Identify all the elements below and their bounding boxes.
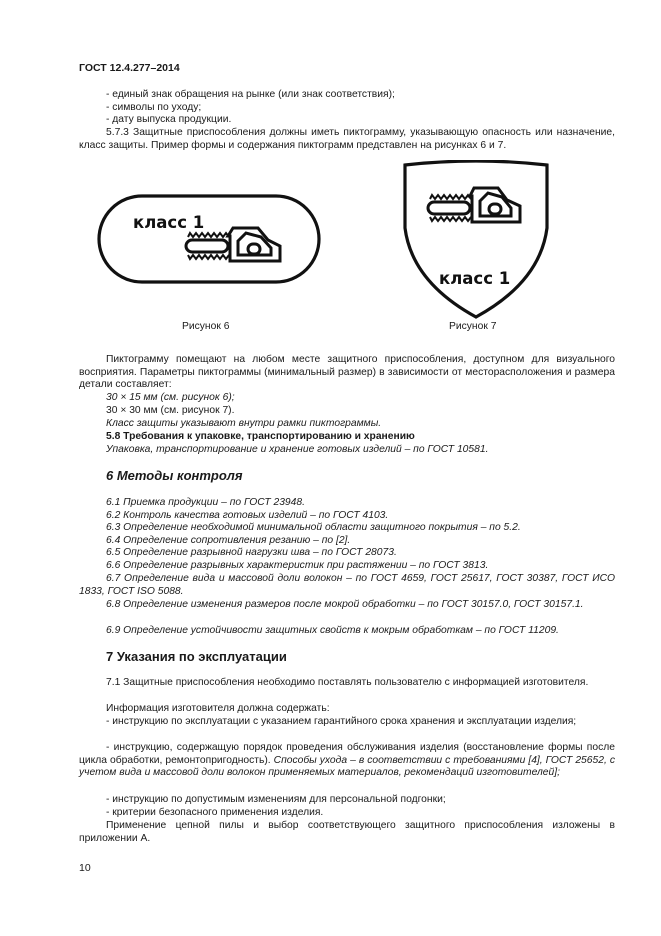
list-item: 6.6 Определение разрывных характеристик при растяжении – по ГОСТ 3813. [106,559,489,571]
info-item-1: - инструкцию по эксплуатации с указанием гарантийного срока хранения и эксплуатации изделия; [106,716,577,727]
chainsaw-icon [186,228,280,261]
clause-6-8: 6.8 Определение изменения размеров после мокрой обработки – по ГОСТ 30157.0, ГОСТ 30157.1. [106,599,584,610]
info-intro: Информация изготовителя должна содержать: [106,703,330,714]
list-item: - символы по уходу; [106,101,202,113]
document-header: ГОСТ 12.4.277–2014 [79,62,180,74]
top-list [106,89,615,127]
size-item-1: 30 × 15 мм (см. рисунок 6); [106,392,235,403]
list-item: 6.2 Контроль качества готовых изделий – по ГОСТ 4103. [106,509,389,521]
size-item-2: 30 × 30 мм (см. рисунок 7). [106,405,235,416]
section-5-8-text: Упаковка, транспортирование и хранение готовых изделий – по ГОСТ 10581. [106,444,489,455]
shield-frame [405,161,547,317]
class-label: класс 1 [439,269,511,288]
list-item: 6.1 Приемка продукции – по ГОСТ 23948. [106,497,305,508]
section-6-title: 6 Методы контроля [106,468,243,483]
section-5-8-title: 5.8 Требования к упаковке, транспортированию и хранению [106,431,415,442]
final-paragraph: Применение цепной пилы и выбор соответствующего защитного приспособления изложены в приложении А. [79,820,615,844]
clause-7-1: 7.1 Защитные приспособления необходимо поставлять пользователю с информацией изготовителя. [106,677,589,688]
chainsaw-icon [428,188,520,222]
clause-6-9: 6.9 Определение устойчивости защитных свойств к мокрым обработкам – по ГОСТ 11209. [106,625,559,636]
info-item-2: - инструкцию, содержащую порядок проведения обслуживания изделия (восстановление формы после цикла обработки, ремонтопригодность). Способы ухода – в соответствии с требованиями [4], ГОСТ 25652, с учетом вида и массовой доли волокон применяемых материалов, рекомендаций изготовителей]; [79,742,615,779]
pictogram-figure-7 [400,160,552,322]
class-label: класс 1 [133,213,205,232]
class-note: Класс защиты указывают внутри рамки пиктограммы. [106,418,382,429]
pictogram-paragraph: Пиктограмму помещают на любом месте защитного приспособления, доступном для визуального восприятия. Параметры пиктограммы (минимальный размер) в зависимости от месторасположения и размера детали составляет: [79,354,615,391]
list-item: 6.5 Определение разрывной нагрузки шва – по ГОСТ 28073. [106,547,397,559]
page-number: 10 [79,862,91,874]
clause-5-7-3: 5.7.3 Защитные приспособления должны иметь пиктограмму, указывающую опасность или назначение, класс защиты. Пример формы и содержания пиктограмм представлен на рисунках 6 и 7. [79,127,615,151]
info-item-4: - критерии безопасного применения изделия. [106,807,324,818]
figure-6-caption: Рисунок 6 [182,321,230,332]
list-item: 6.4 Определение сопротивления резанию – по [2]. [106,534,351,546]
section-6-list [106,497,615,573]
info-item-3: - инструкцию по допустимым изменениям для персональной подгонки; [106,794,446,805]
figure-7-caption: Рисунок 7 [449,321,497,332]
list-item: - единый знак обращения на рынке (или знак соответствия); [106,89,395,100]
list-item: - дату выпуска продукции. [106,114,232,126]
clause-6-7: 6.7 Определение вида и массовой доли волокон – по ГОСТ 4659, ГОСТ 25617, ГОСТ 30387, ГОСТ ИСО 1833, ГОСТ ISO 5088. [79,573,615,597]
section-7-title: 7 Указания по эксплуатации [106,649,287,664]
pictogram-figure-6 [96,193,322,285]
list-item: 6.3 Определение необходимой минимальной области защитного покрытия – по 5.2. [106,522,521,534]
